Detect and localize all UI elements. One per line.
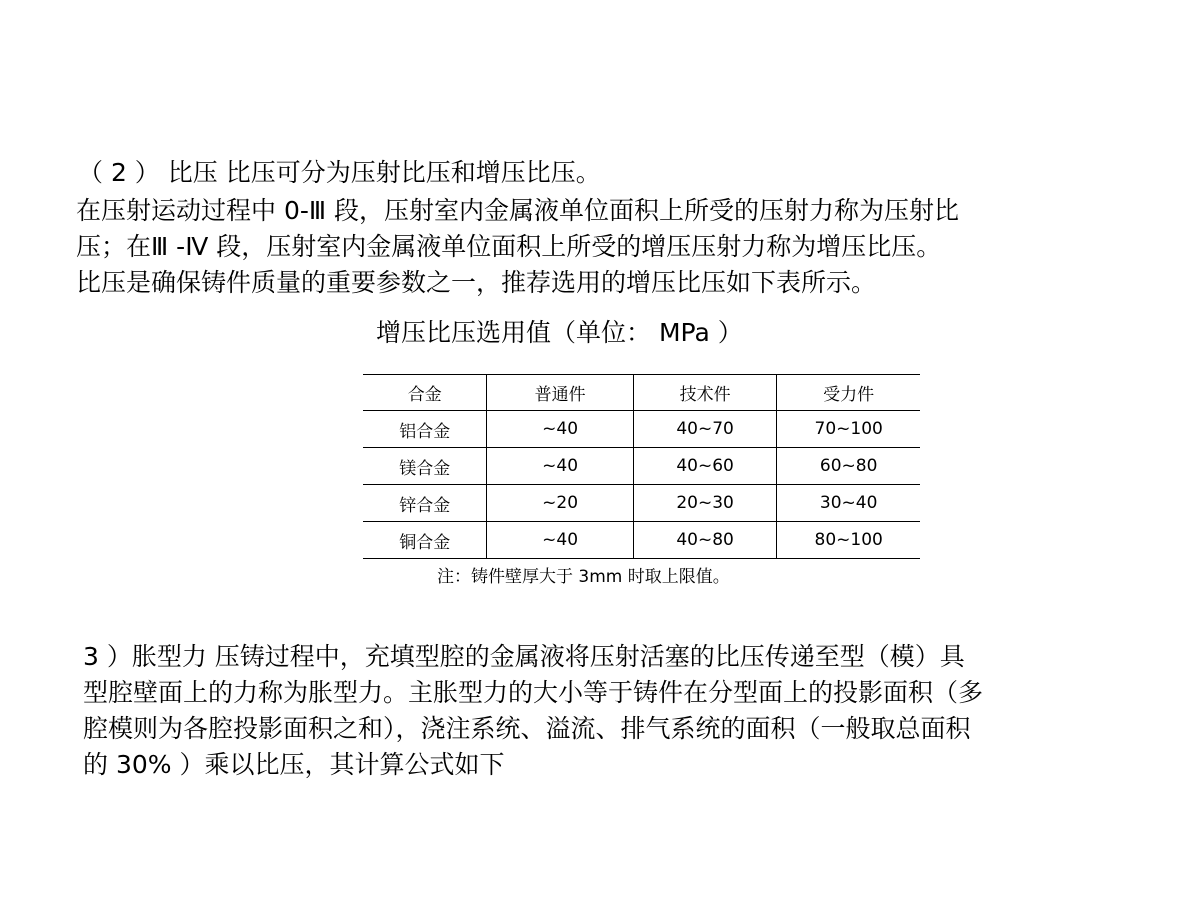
table-row — [363, 411, 920, 448]
table-cell: 60~80 — [777, 448, 920, 485]
table-cell: 20~30 — [633, 485, 777, 522]
table-cell: 70~100 — [777, 411, 920, 448]
table-row — [363, 522, 920, 559]
table-cell: 40~70 — [633, 411, 777, 448]
table-cell: 80~100 — [777, 522, 920, 559]
table-cell: ~40 — [487, 448, 633, 485]
header-ordinary: 普通件 — [487, 375, 633, 411]
table-cell: 镁合金 — [363, 448, 487, 485]
table-row — [363, 448, 920, 485]
section3-line-1: 3 ）胀型力 压铸过程中，充填型腔的金属液将压射活塞的比压传递至型（模）具 — [83, 642, 965, 671]
section3-line-3: 腔模则为各腔投影面积之和），浇注系统、溢流、排气系统的面积（一般取总面积 — [83, 714, 971, 743]
table-cell: 铝合金 — [363, 411, 487, 448]
table-note: 注：铸件壁厚大于 3mm 时取上限值。 — [437, 567, 730, 587]
table-cell: 锌合金 — [363, 485, 487, 522]
section3-body — [83, 639, 983, 783]
table-cell: 40~80 — [633, 522, 777, 559]
section2-body — [76, 193, 959, 301]
section3-line-4: 的 30% ）乘以比压，其计算公式如下 — [83, 750, 505, 779]
table-cell: ~20 — [487, 485, 633, 522]
table-caption: 增压比压选用值（单位： MPa ） — [376, 318, 743, 347]
section2-heading: （ 2 ） 比压 比压可分为压射比压和增压比压。 — [78, 158, 601, 187]
section2-line-1: 在压射运动过程中 0-Ⅲ 段，压射室内金属液单位面积上所受的压射力称为压射比 — [76, 196, 960, 225]
table-cell: 铜合金 — [363, 522, 487, 559]
table-cell: ~40 — [487, 411, 633, 448]
section2-line-2: 压；在Ⅲ -Ⅳ 段，压射室内金属液单位面积上所受的增压压射力称为增压比压。 — [76, 232, 942, 261]
section3-line-2: 型腔壁面上的力称为胀型力。主胀型力的大小等于铸件在分型面上的投影面积（多 — [83, 678, 984, 707]
table-cell: 30~40 — [777, 485, 920, 522]
header-alloy: 合金 — [363, 375, 487, 411]
header-technical: 技术件 — [633, 375, 777, 411]
pressure-table — [363, 374, 920, 559]
header-stressed: 受力件 — [777, 375, 920, 411]
table-cell: 40~60 — [633, 448, 777, 485]
table-header-row — [363, 375, 920, 411]
table-row — [363, 485, 920, 522]
table-cell: ~40 — [487, 522, 633, 559]
section2-line-3: 比压是确保铸件质量的重要参数之一，推荐选用的增压比压如下表所示。 — [76, 268, 877, 297]
